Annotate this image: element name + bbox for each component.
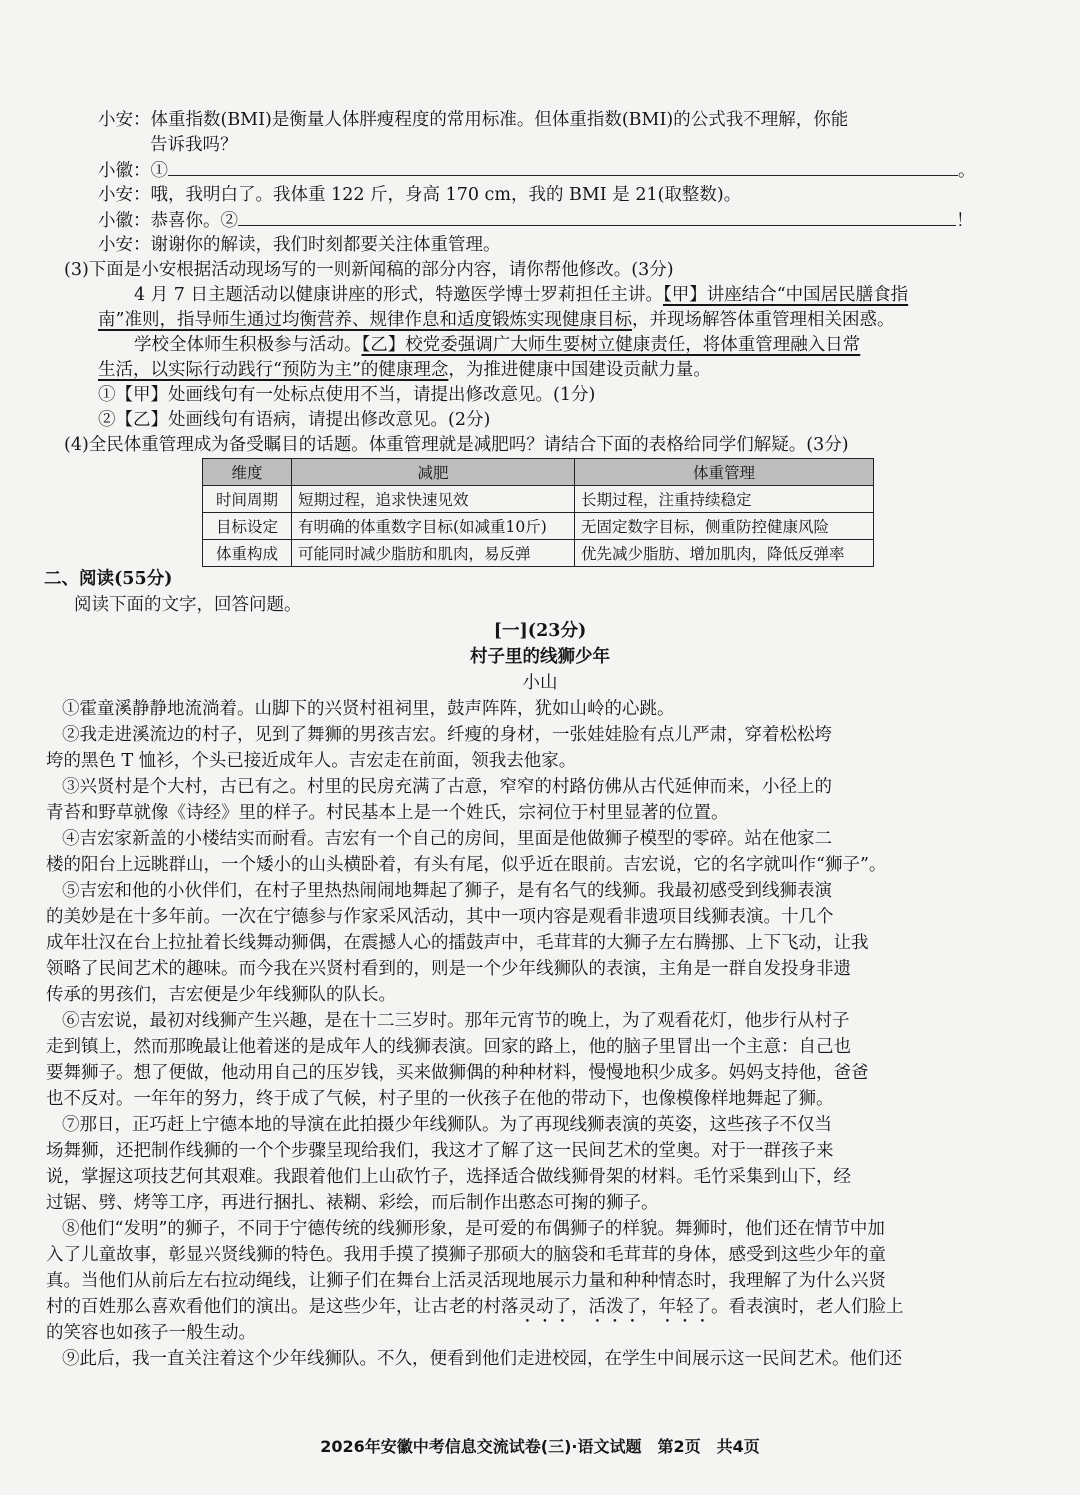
q3-para-2b: [98, 357, 711, 383]
article-line: ⑦那日，正巧赶上宁德本地的导演在此拍摄少年线狮队。为了再现线狮表演的英姿，这些孩子不仅当: [62, 1115, 832, 1135]
article-line: 领略了民间艺术的趣味。而今我在兴贤村看到的，则是一个少年线狮队的表演，主角是一群自发投身非遗: [46, 959, 851, 979]
dialogue-line-1b: 告诉我吗？: [150, 135, 238, 155]
q3-subquestion-2: ②【乙】处画线句有语病，请提出修改意见。(2分): [98, 410, 491, 430]
article-line: ⑤吉宏和他的小伙伴们，在村子里热热闹闹地舞起了狮子，是有名气的线狮。我最初感受到线狮表演: [62, 881, 832, 901]
dialogue-line-4-prefix: 小徽：恭喜你。②: [98, 211, 238, 231]
article-line: 传承的男孩们，吉宏便是少年线狮队的队长。: [46, 985, 396, 1005]
question-4-title: (4)全民体重管理成为备受瞩目的话题。体重管理就是减肥吗？请结合下面的表格给同学们解疑。(3分): [64, 435, 849, 455]
table-cell: 可能同时减少脂肪和肌肉，易反弹: [292, 540, 575, 567]
q3-para-2b-post: ，为推进健康中国建设贡献力量。: [448, 360, 711, 380]
table-cell: 目标设定: [203, 513, 292, 540]
q3-yi-underline-a: 【乙】校党委强调广大师生要树立健康责任，将体重管理融入日常: [361, 335, 861, 355]
article-line: 的美妙是在十多年前。一次在宁德参与作家采风活动，其中一项内容是观看非遗项目线狮表演。十几个: [46, 907, 834, 927]
dialogue-line-2-prefix: 小徽：①: [98, 161, 168, 181]
emphasis-dotted-text: 灵动了，活泼了，年轻了: [518, 1297, 711, 1317]
article-title: 村子里的线狮少年: [470, 647, 610, 667]
article-line: ⑧他们“发明”的狮子，不同于宁德传统的线狮形象，是可爱的布偶狮子的样貌。舞狮时，他们还在情节中加: [62, 1219, 885, 1239]
article-line: 真。当他们从前后左右拉动绳线，让狮子们在舞台上活灵活现地展示力量和种种情态时，我理解了为什么兴贤: [46, 1271, 886, 1291]
dialogue-line-4-end: ！: [956, 211, 974, 231]
dialogue-line-3: 小安：哦，我明白了。我体重 122 斤，身高 170 cm，我的 BMI 是 21(取整数)。: [98, 185, 742, 205]
table-row: [203, 486, 874, 513]
table-row: [203, 513, 874, 540]
comparison-table: [202, 458, 874, 567]
article-line: 走到镇上，然而那晚最让他着迷的是成年人的线狮表演。回家的路上，他的脑子里冒出一个主意：自己也: [46, 1037, 851, 1057]
table-cell: 时间周期: [203, 486, 292, 513]
table-header-row: [203, 459, 874, 486]
dialogue-line-1a: 小安：体重指数(BMI)是衡量人体胖瘦程度的常用标准。但体重指数(BMI)的公式我不理解，你能: [98, 110, 849, 130]
q3-para-1b: [98, 307, 894, 333]
table-header: 体重管理: [575, 459, 874, 486]
table-header: 维度: [203, 459, 292, 486]
article-line-post: 。看表演时，老人们脸上: [711, 1297, 904, 1317]
table-cell: 无固定数字目标，侧重防控健康风险: [575, 513, 874, 540]
table-cell: 优先减少脂肪、增加肌肉，降低反弹率: [575, 540, 874, 567]
answer-blank-1[interactable]: [168, 157, 958, 176]
article-line: 垮的黑色 T 恤衫，个头已接近成年人。吉宏走在前面，领我去他家。: [46, 751, 577, 771]
article-line: ④吉宏家新盖的小楼结实而耐看。吉宏有一个自己的房间，里面是他做狮子模型的零碎。站在他家二: [62, 829, 832, 849]
dialogue-line-4: [98, 207, 974, 234]
table-cell: 体重构成: [203, 540, 292, 567]
dialogue-line-2: [98, 157, 976, 184]
q3-subquestion-1: ①【甲】处画线句有一处标点使用不当，请提出修改意见。(1分): [98, 385, 596, 405]
article-line: 也不反对。一年年的努力，终于成了气候，村子里的一伙孩子在他的带动下，也像模像样地舞起了狮。: [46, 1089, 834, 1109]
article-line: 青苔和野草就像《诗经》里的样子。村民基本上是一个姓氏，宗祠位于村里显著的位置。: [46, 803, 729, 823]
q3-yi-underline-b: 生活，以实际行动践行“预防为主”的健康理念: [98, 360, 449, 380]
table-row: [203, 540, 874, 567]
article-author: 小山: [522, 673, 558, 693]
article-line: 要舞狮子。想了便做，他动用自己的压岁钱，买来做狮偶的种种材料，慢慢地积少成多。妈妈支持他，爸爸: [46, 1063, 869, 1083]
dialogue-line-5: 小安：谢谢你的解读，我们时刻都要关注体重管理。: [98, 235, 501, 255]
q3-jia-underline-b: 南”准则，指导师生通过均衡营养、规律作息和适度锻炼实现健康目标: [98, 310, 632, 330]
q3-para-2a: [134, 332, 860, 358]
article-line: 场舞狮，还把制作线狮的一个个步骤呈现给我们，我这才了解了这一民间艺术的堂奥。对于一群孩子来: [46, 1141, 834, 1161]
q3-jia-underline-a: 【甲】讲座结合“中国居民膳食指: [662, 285, 909, 305]
article-line: 入了儿童故事，彰显兴贤线狮的特色。我用手摸了摸狮子那硕大的脑袋和毛茸茸的身体，感受到这些少年的童: [46, 1245, 886, 1265]
article-line: ③兴贤村是个大村，古已有之。村里的民房充满了古意，窄窄的村路仿佛从古代延伸而来，小径上的: [62, 777, 832, 797]
question-3-title: (3)下面是小安根据活动现场写的一则新闻稿的部分内容，请你帮他修改。(3分): [64, 260, 674, 280]
article-line: ⑨此后，我一直关注着这个少年线狮队。不久，便看到他们走进校园，在学生中间展示这一民间艺术。他们还: [62, 1349, 902, 1369]
page-footer: 2026年安徽中考信息交流试卷(三)·语文试题 第2页 共4页: [320, 1437, 760, 1456]
article-line-pre: 村的百姓那么喜欢看他们的演出。是这些少年，让古老的村落: [46, 1297, 519, 1317]
reading-instruction: 阅读下面的文字，回答问题。: [74, 595, 302, 615]
table-cell: 长期过程，注重持续稳定: [575, 486, 874, 513]
article-line: ②我走进溪流边的村子，见到了舞狮的男孩吉宏。纤瘦的身材，一张娃娃脸有点儿严肃，穿着松松垮: [62, 725, 832, 745]
table-header: 减肥: [292, 459, 575, 486]
answer-blank-2[interactable]: [238, 207, 956, 226]
article-line: 的笑容也如孩子一般生动。: [46, 1323, 256, 1343]
q3-para-1a: [134, 282, 908, 308]
table-cell: 短期过程，追求快速见效: [292, 486, 575, 513]
reading-part-label: [一](23分): [493, 621, 587, 641]
dialogue-line-2-end: 。: [958, 161, 976, 181]
article-line: 楼的阳台上远眺群山，一个矮小的山头横卧着，有头有尾，似乎近在眼前。吉宏说，它的名字就叫作“狮子”。: [46, 855, 887, 875]
q3-para-1b-post: ，并现场解答体重管理相关困惑。: [631, 310, 895, 330]
q3-para-2a-pre: 学校全体师生积极参与活动。: [134, 335, 362, 355]
q3-para-1a-pre: 4 月 7 日主题活动以健康讲座的形式，特邀医学博士罗莉担任主讲。: [134, 285, 663, 305]
table-cell: 有明确的体重数字目标(如减重10斤): [292, 513, 575, 540]
section-2-title: 二、阅读(55分): [44, 569, 173, 589]
article-paragraph-1: ①霍童溪静静地流淌着。山脚下的兴贤村祖祠里，鼓声阵阵，犹如山岭的心跳。: [62, 699, 675, 719]
article-line: 成年壮汉在台上拉扯着长线舞动狮偶，在震撼人心的擂鼓声中，毛茸茸的大狮子左右腾挪、上下飞动，让我: [46, 933, 869, 953]
article-line: 过锯、劈、烤等工序，再进行捆扎、裱糊、彩绘，而后制作出憨态可掬的狮子。: [46, 1193, 659, 1213]
article-line: ⑥吉宏说，最初对线狮产生兴趣，是在十二三岁时。那年元宵节的晚上，为了观看花灯，他步行从村子: [62, 1011, 850, 1031]
article-line: 说，掌握这项技艺何其艰难。我跟着他们上山砍竹子，选择适合做线狮骨架的材料。毛竹采集到山下，经: [46, 1167, 851, 1187]
